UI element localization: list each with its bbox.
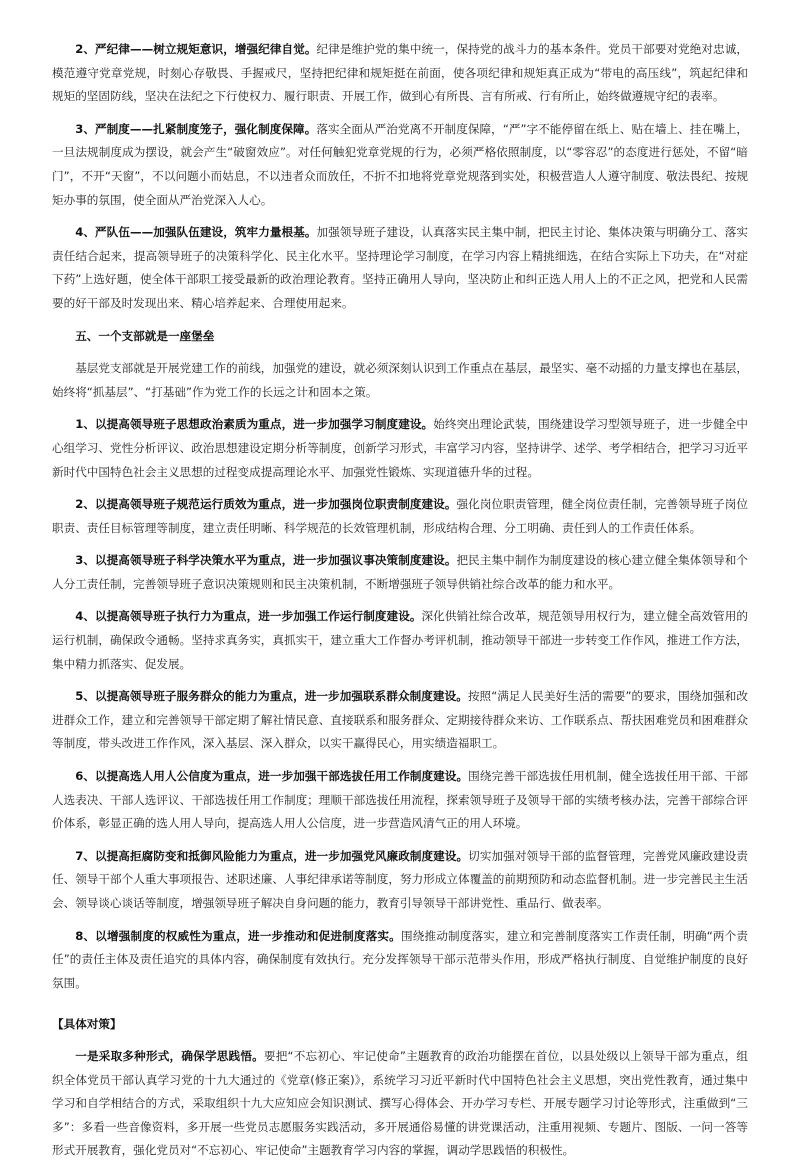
section-five-item xyxy=(52,845,748,916)
top-item-heading: 2、严纪律——树立规矩意识，增强纪律自觉。 xyxy=(75,42,317,56)
section-five-item xyxy=(52,685,748,756)
top-item-paragraph xyxy=(52,221,748,315)
section-five-item xyxy=(52,765,748,836)
section-five-item xyxy=(52,493,748,540)
section-five-item xyxy=(52,605,748,676)
top-item-body: 纪律是维护党的集中统一，保持党的战斗力的基本条件。党员干部要对党绝对忠诚，模范遵守党章党规，时刻心存敬畏、手握戒尺，坚持把纪律和规矩挺在前面，使各项纪律和规矩真正成为“带电的高压线”，筑起纪律和规矩的坚固防线，坚决在法纪之下行使权力、履行职责、开展工作，做到心有所畏、言有所戒、行有所止，始终做遵规守纪的表率。 xyxy=(52,42,748,104)
section-five-item-heading: 7、以提高拒腐防变和抵御风险能力为重点，进一步加强党风廉政制度建设。 xyxy=(75,848,469,863)
countermeasures-heading: 【具体对策】 xyxy=(52,1017,122,1032)
section-five-heading: 五、一个支部就是一座堡垒 xyxy=(75,328,215,343)
section-five-item-body: 切实加强对领导干部的监督管理，完善党风廉政建设责任、领导干部个人重大事项报告、述职述廉、人事纪律承诺等制度，努力形成立体覆盖的前期预防和动态监督机制。进一步完善民主生活会、领导谈心谈话等制度，增强领导班子解决自身问题的能力，教育引导领导干部讲党性、重品行、做表率。 xyxy=(52,848,748,910)
section-five-item-heading: 3、以提高领导班子科学决策水平为重点，进一步加强议事决策制度建设。 xyxy=(75,553,457,568)
top-item-paragraph xyxy=(52,38,748,109)
countermeasure-item-body: 要把“不忘初心、牢记使命”主题教育的政治功能摆在首位，以县处级以上领导干部为重点，组织全体党员干部认真学习党的十九大通过的《党章(修正案)》，系统学习习近平新时代中国特色社会主义思想，突出党性教育，通过集中学习和自学相结合的方式，采取组织十九大应知应会知识测试、撰写心得体会、开办学习专栏、开展专题学习讨论等形式，注重做到“三多”：多看一些音像资料，多开展一些党员志愿服务实践活动，多开展通俗易懂的讲党课活动，注重用视频、专题片、图版、一问一答等形式开展教育，强化党员对“不忘初心、牢记使命”主题教育学习内容的掌握，调动学思践悟的积极性。 xyxy=(52,1048,748,1158)
section-five-item-body: 围绕完善干部选拔任用机制，健全选拔任用干部、干部人选表决、干部人选评议、干部选拔任用工作制度；理顺干部选拔任用流程，探索领导班子及领导干部的实绩考核办法，完善干部综合评价体系，彰显正确的选人用人导向，提高选人用人公信度，进一步营造风清气正的用人环境。 xyxy=(52,769,748,831)
top-item-body: 加强领导班子建设，认真落实民主集中制，把民主讨论、集体决策与明确分工、落实责任结合起来，提高领导班子的决策科学化、民主化水平。坚持理论学习制度，在学习内容上精挑细选，在结合实际上下功夫，在“对症下药”上选好题，使全体干部职工接受最新的政治理论教育。坚持正确用人导向，坚决防止和纠正选人用人上的不正之风，把党和人民需要的好干部及时发现出来、精心培养起来、合理使用起来。 xyxy=(52,225,748,310)
section-five-item-heading: 4、以提高领导班子执行力为重点，进一步加强工作运行制度建设。 xyxy=(75,609,422,624)
section-five-item-body: 始终突出理论武装，围绕建设学习型领导班子，进一步健全中心组学习、党性分析评议、政治思想建设定期分析等制度，创新学习形式，丰富学习内容，坚持讲学、述学、考学相结合，把学习习近平新时代中国特色社会主义思想的过程变成提高理论水平、加强党性锻炼、实现道德升华的过程。 xyxy=(52,417,748,479)
top-item-body: 落实全面从严治党离不开制度保障，“严”字不能停留在纸上、贴在墙上、挂在嘴上，一旦法规制度成为摆设，就会产生“破窗效应”。对任何触犯党章党规的行为，必须严格依照制度，以“零容忍”的态度进行惩处，不留“暗门”，不开“天窗”，不以问题小而姑息，不以违者众而放任，不折不扣地将党章党规落到实处，积极营造人人遵守制度、敬法畏纪、按规矩办事的氛围，使全面从严治党深入人心。 xyxy=(52,121,749,207)
top-item-paragraph xyxy=(52,118,748,212)
section-five-item-heading: 6、以提高选人用人公信度为重点，进一步加强干部选拔任用工作制度建设。 xyxy=(75,769,469,784)
section-five-item xyxy=(52,925,748,996)
top-item-heading: 3、严制度——扎紧制度笼子，强化制度保障。 xyxy=(75,121,317,136)
section-five-intro: 基层党支部就是开展党建工作的前线，加强党的建设，就必须深刻认识到工作重点在基层，最坚实、毫不动摇的力量支撑也在基层，始终将“抓基层”、“打基础”作为党工作的长远之计和固本之策。 xyxy=(52,361,748,399)
section-five-item-body: 深化供销社综合改革，规范领导用权行为，建立健全高效管用的运行机制，确保政令通畅。坚持求真务实，真抓实干，建立重大工作督办考评机制，推动领导干部进一步转变工作作风，推进工作方法，集中精力抓落实、促发展。 xyxy=(52,609,748,671)
section-five-item-body: 按照“满足人民美好生活的需要”的要求，围绕加强和改进群众工作，建立和完善领导干部定期了解社情民意、直接联系和服务群众、定期接待群众来访、工作联系点、帮扶困难党员和困难群众等制度，带头改进工作作风，深入基层、深入群众，以实干赢得民心，用实绩造福职工。 xyxy=(52,689,748,751)
section-five-item-heading: 5、以提高领导班子服务群众的能力为重点，进一步加强联系群众制度建设。 xyxy=(75,689,468,704)
countermeasure-item xyxy=(52,1045,748,1163)
section-five-item-heading: 1、以提高领导班子思想政治素质为重点，进一步加强学习制度建设。 xyxy=(75,417,434,432)
section-five-item-heading: 2、以提高领导班子规范运行质效为重点，进一步加强岗位职责制度建设。 xyxy=(75,497,457,512)
section-five-item-body: 把民主集中制作为制度建设的核心建立健全集体领导和个人分工责任制，完善领导班子意识决策规则和民主决策机制，不断增强班子领导供销社综合改革的能力和水平。 xyxy=(52,553,748,591)
section-five-item xyxy=(52,549,748,596)
section-five-item-heading: 8、以增强制度的权威性为重点，进一步推动和促进制度落实。 xyxy=(75,928,401,943)
section-five-item-body: 强化岗位职责管理，健全岗位责任制，完善领导班子岗位职责、责任目标管理等制度，建立责任明晰、科学规范的长效管理机制，形成结构合理、分工明确、责任到人的工作责任体系。 xyxy=(52,497,748,535)
top-item-heading: 4、严队伍——加强队伍建设，筑牢力量根基。 xyxy=(75,225,317,240)
section-five-item-body: 围绕推动制度落实，建立和完善制度落实工作责任制，明确“两个责任”的责任主体及责任追究的具体内容，确保制度有效执行。充分发挥领导干部示范带头作用，形成严格执行制度、自觉维护制度的良好氛围。 xyxy=(52,928,748,990)
section-five-item xyxy=(52,413,748,484)
countermeasure-item-heading: 一是采取多种形式，确保学思践悟。 xyxy=(75,1048,264,1063)
